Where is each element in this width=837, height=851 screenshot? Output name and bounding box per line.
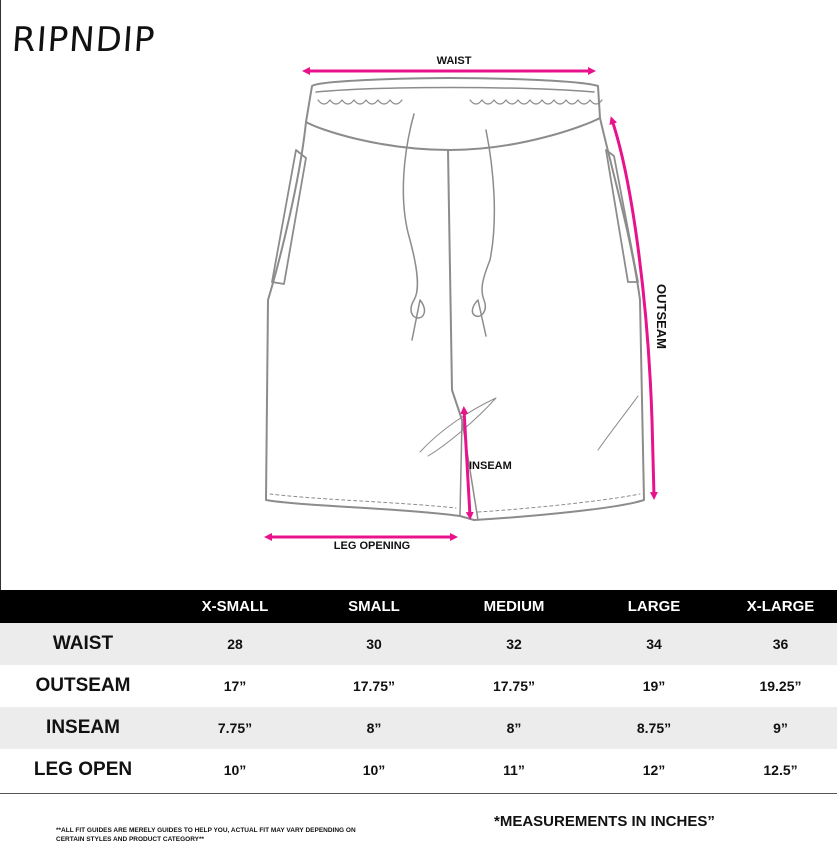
table-cell: 36 [724,623,837,665]
table-cell: 17” [223,678,247,694]
table-cell: 28 [166,623,304,665]
table-row-inseam [0,707,837,749]
table-cell: 32 [444,623,584,665]
table-cell: 8” [304,707,444,749]
waistband [306,78,600,150]
table-cell: 9” [724,707,837,749]
hem-stitch [270,494,640,512]
size-chart-table [0,590,837,791]
table-cell: 12.5” [763,762,798,778]
column-header-x-small: X-SMALL [166,590,304,623]
table-cell: 8” [444,707,584,749]
table-cell: 10” [223,762,247,778]
table-row-waist [0,623,837,665]
fit-disclaimer: **ALL FIT GUIDES ARE MERELY GUIDES TO HELP YOU, ACTUAL FIT MAY VARY DEPENDING ON CERTAIN STYLES AND PRODUCT CATEGORY** [56,827,356,843]
table-row-leg-open [0,749,837,791]
table-cell: 7.75” [166,707,304,749]
brand-logo: RIPNDIP [10,20,157,60]
table-cell: 11” [503,762,525,778]
table-cell: 19” [642,678,666,694]
shorts-outline [266,78,644,520]
row-label: INSEAM [0,707,166,749]
inseam-label: INSEAM [469,460,512,472]
table-cell: 8.75” [584,707,724,749]
row-label: LEG OPEN [33,759,133,780]
center-seam [448,150,462,420]
column-header-medium: MEDIUM [444,590,584,623]
leg-opening-label: LEG OPENING [333,540,411,552]
table-cell: 17.75” [352,678,396,694]
table-cell: 17.75” [492,678,536,694]
table-cell: 30 [304,623,444,665]
shorts-body [266,118,644,520]
row-label: WAIST [0,623,166,665]
table-cell: 19.25” [759,678,802,694]
outseam-label: OUTSEAM [654,284,669,349]
fold-line-right [598,396,638,450]
units-note: *MEASUREMENTS IN INCHES” [494,813,715,830]
waist-label: WAIST [436,55,472,67]
table-cell: 34 [584,623,724,665]
table-row-outseam [0,665,837,707]
row-label: OUTSEAM [35,675,131,696]
header-corner [0,590,166,623]
drawstring-right [472,130,494,336]
column-header-large: LARGE [584,590,724,623]
column-header-small: SMALL [304,590,444,623]
table-cell: 10” [362,762,386,778]
divider [0,793,837,794]
table-cell: 12” [642,762,666,778]
column-header-x-large: X-LARGE [724,590,837,623]
size-header-row [0,590,837,623]
